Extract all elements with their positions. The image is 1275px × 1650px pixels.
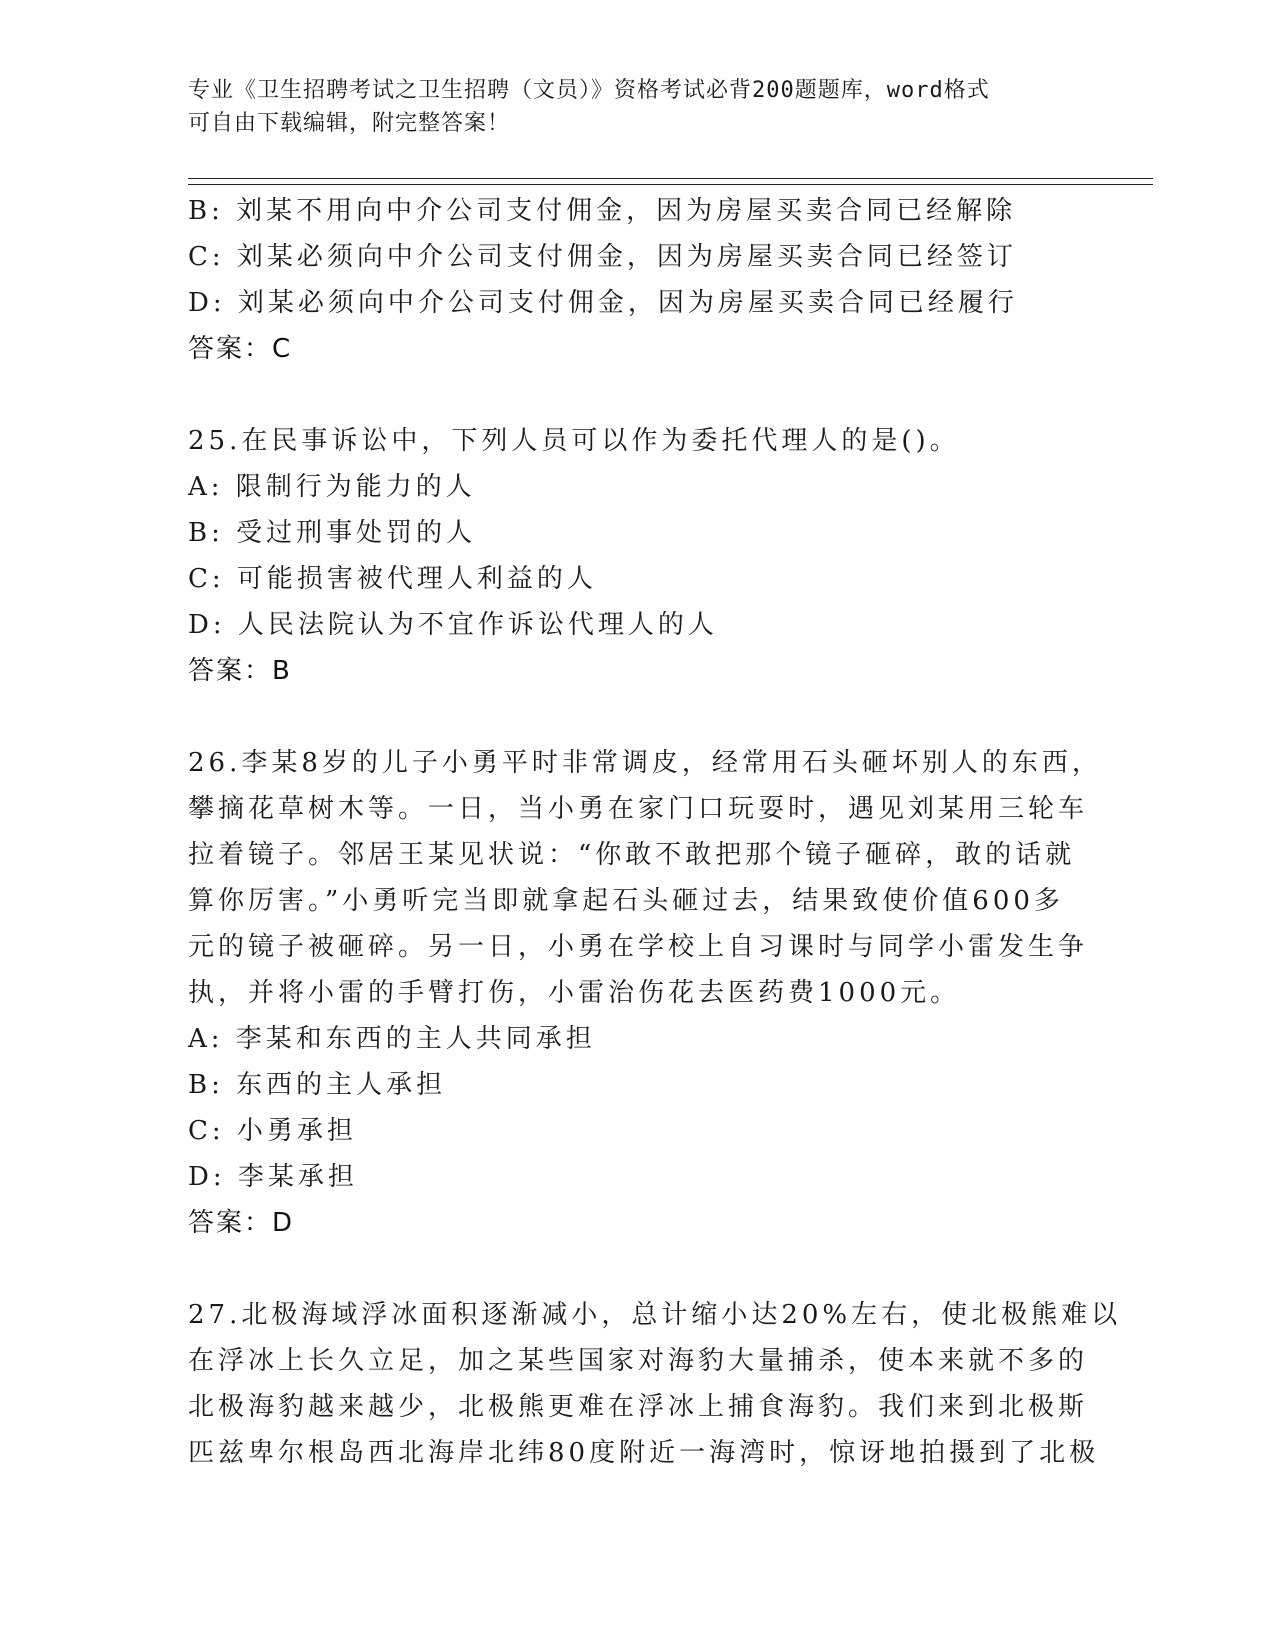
header-line-2: 可自由下载编辑，附完整答案！ [188, 111, 511, 136]
q26-stem-line: 26.李某8岁的儿子小勇平时非常调皮，经常用石头砸坏别人的东西， [188, 748, 1102, 778]
question-24 [188, 188, 1078, 372]
q25-option-b: B: 受过刑事处罚的人 [188, 518, 477, 548]
q24-option-c: C: 刘某必须向中介公司支付佣金，因为房屋买卖合同已经签订 [188, 242, 1017, 272]
q25-stem: 25.在民事诉讼中，下列人员可以作为委托代理人的是()。 [188, 426, 960, 456]
q25-option-d: D: 人民法院认为不宜作诉讼代理人的人 [188, 610, 718, 640]
q24-answer: 答案：C [188, 334, 293, 364]
q25-option-c: C: 可能损害被代理人利益的人 [188, 564, 597, 594]
document-body [188, 188, 1122, 1476]
header-divider-top [188, 178, 1153, 179]
q24-option-b: B: 刘某不用向中介公司支付佣金，因为房屋买卖合同已经解除 [188, 196, 1017, 226]
header-divider-bottom [188, 184, 1153, 185]
q27-stem-line: 北极海豹越来越少，北极熊更难在浮冰上捕食海豹。我们来到北极斯 [188, 1392, 1089, 1422]
q26-stem-line: 执，并将小雷的手臂打伤，小雷治伤花去医药费1000元。 [188, 978, 961, 1008]
document-header [188, 74, 1068, 140]
q27-stem-line: 匹兹卑尔根岛西北海岸北纬80度附近一海湾时，惊讶地拍摄到了北极 [188, 1438, 1100, 1468]
question-25 [188, 418, 1078, 694]
spacer [188, 372, 1078, 418]
question-27 [188, 1292, 1122, 1476]
header-line-1: 专业《卫生招聘考试之卫生招聘（文员）》资格考试必背200题题库，word格式 [188, 78, 990, 103]
q26-option-a: A: 李某和东西的主人共同承担 [188, 1024, 596, 1054]
q26-answer: 答案：D [188, 1208, 295, 1238]
q26-option-c: C: 小勇承担 [188, 1116, 357, 1146]
q26-stem-line: 算你厉害。”小勇听完当即就拿起石头砸过去，结果致使价值600多 [188, 886, 1064, 916]
q27-stem-line: 在浮冰上长久立足，加之某些国家对海豹大量捕杀，使本来就不多的 [188, 1346, 1089, 1376]
q26-option-b: B: 东西的主人承担 [188, 1070, 447, 1100]
question-26 [188, 740, 1102, 1246]
q26-stem-line: 攀摘花草树木等。一日，当小勇在家门口玩耍时，遇见刘某用三轮车 [188, 794, 1089, 824]
q26-stem-line: 元的镜子被砸碎。另一日，小勇在学校上自习课时与同学小雷发生争 [188, 932, 1089, 962]
q26-option-d: D: 李某承担 [188, 1162, 358, 1192]
q24-option-d: D: 刘某必须向中介公司支付佣金，因为房屋买卖合同已经履行 [188, 288, 1018, 318]
spacer [188, 694, 1078, 740]
q26-stem-line: 拉着镜子。邻居王某见状说：“你敢不敢把那个镜子砸碎，敢的话就 [188, 840, 1076, 870]
q25-answer: 答案：B [188, 656, 292, 686]
q27-stem-line: 27.北极海域浮冰面积逐渐减小，总计缩小达20%左右，使北极熊难以 [188, 1300, 1122, 1330]
q25-option-a: A: 限制行为能力的人 [188, 472, 476, 502]
spacer [188, 1246, 1078, 1292]
